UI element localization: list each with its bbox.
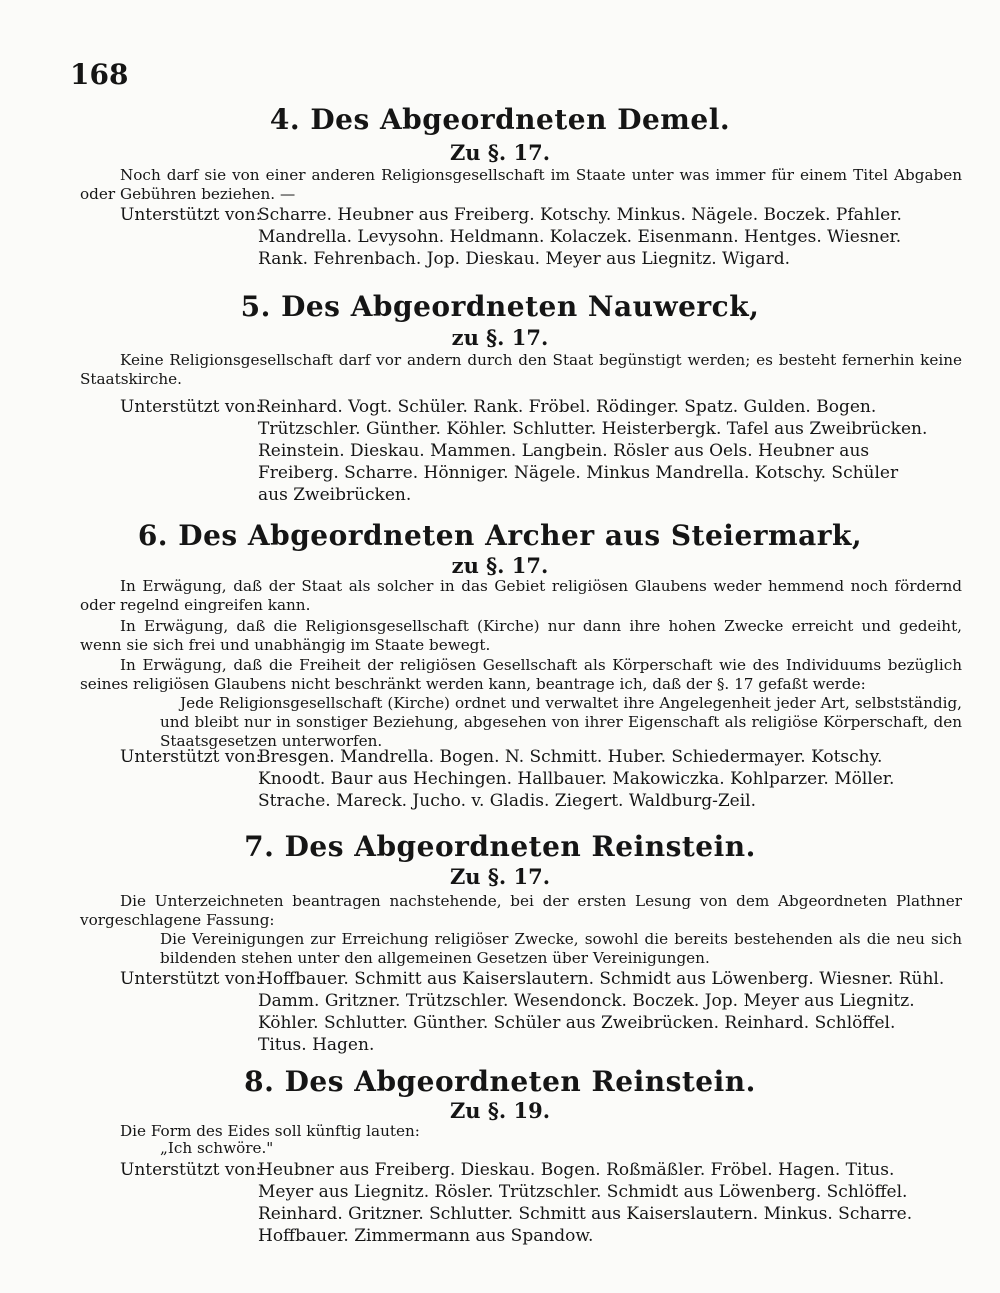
supporter-line: Freiberg. Scharre. Hönniger. Nägele. Minkus Mandrella. Kotschy. Schüler xyxy=(258,463,899,483)
section-5-paragraph: Keine Religionsgesellschaft darf vor andern durch den Staat begünstigt werden; es besteht fernerhin keine Staatskirche. xyxy=(80,351,962,388)
section-6-sub: zu §. 17. xyxy=(451,553,549,578)
section-7-support-label: Unterstützt von: xyxy=(120,969,262,989)
section-4-paragraph: Noch darf sie von einer anderen Religionsgesellschaft im Staate unter was immer für einem Titel Abgaben oder Gebühren beziehen. — xyxy=(80,166,962,203)
supporter-line: Hoffbauer. Schmitt aus Kaiserslautern. Schmidt aus Löwenberg. Wiesner. Rühl. xyxy=(258,969,945,989)
section-7-supporters xyxy=(258,968,944,1056)
supporter-line: Heubner aus Freiberg. Dieskau. Bogen. Roßmäßler. Fröbel. Hagen. Titus. xyxy=(258,1160,895,1180)
section-5-heading: 5. Des Abgeordneten Nauwerck, xyxy=(240,290,760,323)
supporter-line: Damm. Gritzner. Trützschler. Wesendonck. Boczek. Jop. Meyer aus Liegnitz. xyxy=(258,991,915,1011)
section-6-supporters xyxy=(258,746,894,812)
supporter-line: Reinhard. Gritzner. Schlutter. Schmitt aus Kaiserslautern. Minkus. Scharre. xyxy=(258,1204,913,1224)
page-number: 168 xyxy=(70,58,129,91)
section-7-sub: Zu §. 17. xyxy=(449,864,551,889)
section-8-supporters xyxy=(258,1159,912,1247)
section-5-sub: zu §. 17. xyxy=(451,325,549,350)
section-4-support-label: Unterstützt von: xyxy=(120,205,262,225)
supporter-line: Mandrella. Levysohn. Heldmann. Kolaczek. Eisenmann. Hentges. Wiesner. xyxy=(258,227,902,247)
section-8-heading: 8. Des Abgeordneten Reinstein. xyxy=(244,1065,756,1098)
section-6-heading: 6. Des Abgeordneten Archer aus Steiermark, xyxy=(137,519,863,552)
supporter-line: Köhler. Schlutter. Günther. Schüler aus Zweibrücken. Reinhard. Schlöffel. xyxy=(258,1013,896,1033)
section-4-sub: Zu §. 17. xyxy=(449,140,551,165)
supporter-line: Scharre. Heubner aus Freiberg. Kotschy. Minkus. Nägele. Boczek. Pfahler. xyxy=(258,205,902,225)
supporter-line: Strache. Mareck. Jucho. v. Gladis. Ziegert. Waldburg-Zeil. xyxy=(258,791,757,811)
section-7-paragraph: Die Unterzeichneten beantragen nachstehende, bei der ersten Lesung von dem Abgeordneten Plathner vorgeschlagene Fassung: xyxy=(80,892,962,929)
supporter-line: Hoffbauer. Zimmermann aus Spandow. xyxy=(258,1226,594,1246)
section-6-paragraph-2: In Erwägung, daß die Religionsgesellschaft (Kirche) nur dann ihre hohen Zwecke erreicht und gedeiht, wenn sie sich frei und unabhängig im Staate bewegt. xyxy=(80,617,962,654)
section-4-heading: 4. Des Abgeordneten Demel. xyxy=(269,103,731,136)
section-6-proposal: Jede Religionsgesellschaft (Kirche) ordnet und verwaltet ihre Angelegenheit jeder Art, selbstständig, und bleibt nur in sonstiger Beziehung, abgesehen von ihrer Eigenschaft als religiöse Körperschaft, den Staatsgesetzen unterworfen. xyxy=(160,694,962,750)
section-8-paragraph: Die Form des Eides soll künftig lauten: xyxy=(120,1122,420,1140)
section-8-support-label: Unterstützt von: xyxy=(120,1160,262,1180)
supporter-line: Reinstein. Dieskau. Mammen. Langbein. Rösler aus Oels. Heubner aus xyxy=(258,441,870,461)
section-8-oath: „Ich schwöre." xyxy=(160,1139,274,1157)
section-5-support-label: Unterstützt von: xyxy=(120,397,262,417)
section-7-heading: 7. Des Abgeordneten Reinstein. xyxy=(244,830,756,863)
section-6-support-label: Unterstützt von: xyxy=(120,747,262,767)
section-7-proposal: Die Vereinigungen zur Erreichung religiöser Zwecke, sowohl die bereits bestehenden als die neu sich bildenden stehen unter den allgemeinen Gesetzen über Vereinigungen. xyxy=(160,930,962,967)
supporter-line: Meyer aus Liegnitz. Rösler. Trützschler. Schmidt aus Löwenberg. Schlöffel. xyxy=(258,1182,908,1202)
section-4-supporters xyxy=(258,204,902,270)
supporter-line: Bresgen. Mandrella. Bogen. N. Schmitt. Huber. Schiedermayer. Kotschy. xyxy=(258,747,883,767)
section-6-paragraph-3: In Erwägung, daß die Freiheit der religiösen Gesellschaft als Körperschaft wie des Individuums bezüglich seines religiösen Glaubens nicht beschränkt werden kann, beantrage ich, daß der §. 17 gefaßt werde: xyxy=(80,656,962,693)
supporter-line: Rank. Fehrenbach. Jop. Dieskau. Meyer aus Liegnitz. Wigard. xyxy=(258,249,791,269)
supporter-line: Trützschler. Günther. Köhler. Schlutter. Heisterbergk. Tafel aus Zweibrücken. xyxy=(258,419,928,439)
supporter-line: aus Zweibrücken. xyxy=(258,485,412,505)
supporter-line: Reinhard. Vogt. Schüler. Rank. Fröbel. Rödinger. Spatz. Gulden. Bogen. xyxy=(258,397,877,417)
supporter-line: Titus. Hagen. xyxy=(258,1035,375,1055)
section-6-paragraph-1: In Erwägung, daß der Staat als solcher in das Gebiet religiösen Glaubens weder hemmend noch fördernd oder regelnd eingreifen kann. xyxy=(80,577,962,614)
supporter-line: Knoodt. Baur aus Hechingen. Hallbauer. Makowiczka. Kohlparzer. Möller. xyxy=(258,769,895,789)
section-8-sub: Zu §. 19. xyxy=(449,1098,551,1123)
section-5-supporters xyxy=(258,396,927,506)
